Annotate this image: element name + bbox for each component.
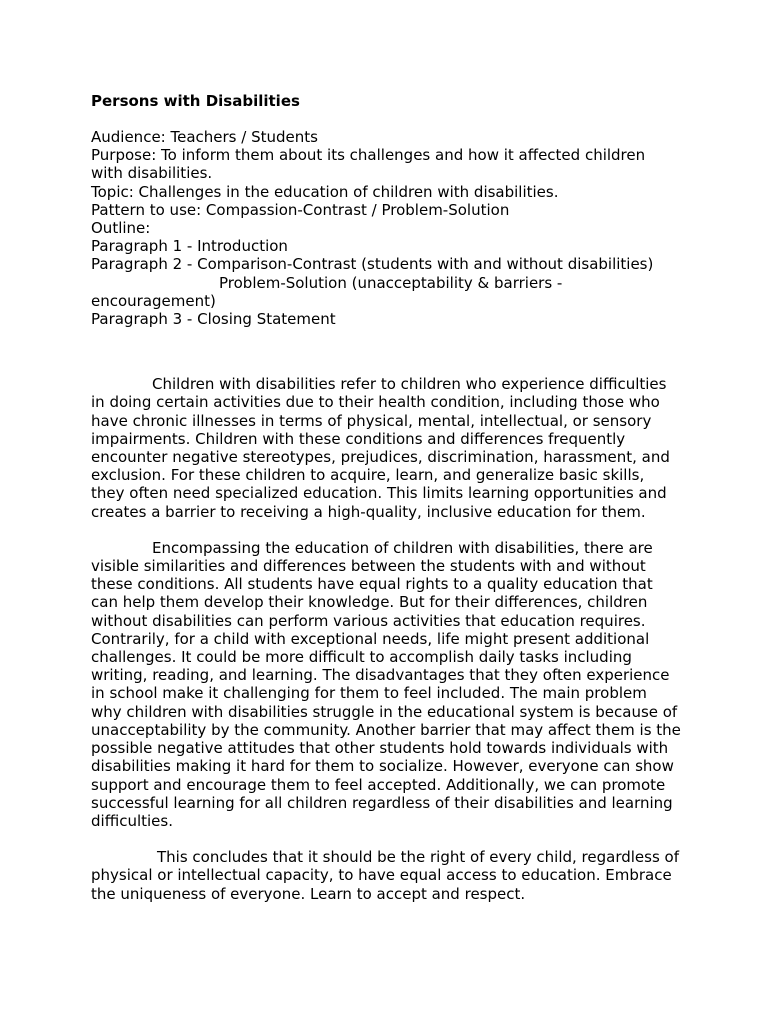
essay-paragraph-3: This concludes that it should be the right of every child, regardless of physical or intellectual capacity, to have equal access to education. Embrace the uniqueness of everyone. Learn to accept and respect.	[91, 848, 680, 903]
document-body	[91, 91, 681, 921]
essay-paragraph-2: Encompassing the education of children with disabilities, there are visible similarities and differences between the students with and without these conditions. All students have equal rights to a quality education that can help them develop their knowledge. But for their differences, children without disabilities can perform various activities that education requires. Contrarily, for a child with exceptional needs, life might present additional challenges. It could be more difficult to accomplish daily tasks including writing, reading, and learning. The disadvantages that they often experience in school make it challenging for them to feel included. The main problem why children with disabilities struggle in the educational system is because of unacceptability by the community. Another barrier that may affect them is the possible negative attitudes that other students hold towards individuals with disabilities making it hard for them to socialize. However, everyone can show support and encourage them to feel accepted. Additionally, we can promote successful learning for all children regardless of their disabilities and learning difficulties.	[91, 538, 681, 830]
meta-outline-heading: Outline:	[91, 219, 151, 238]
outline-paragraph-1: Paragraph 1 - Introduction	[91, 237, 288, 256]
document-meta	[91, 128, 681, 328]
outline-paragraph-2-sub-cont: encouragement)	[91, 291, 216, 310]
outline-paragraph-2: Paragraph 2 - Comparison-Contrast (students with and without disabilities)	[91, 255, 654, 274]
outline-paragraph-2-sub: Problem-Solution (unacceptability & barriers -	[219, 273, 563, 292]
document-title: Persons with Disabilities	[91, 92, 300, 110]
meta-topic: Topic: Challenges in the education of children with disabilities.	[91, 182, 559, 201]
meta-audience: Audience: Teachers / Students	[91, 128, 318, 146]
outline-paragraph-3: Paragraph 3 - Closing Statement	[91, 310, 336, 329]
meta-pattern: Pattern to use: Compassion-Contrast / Problem-Solution	[91, 200, 510, 219]
essay	[91, 375, 681, 902]
essay-paragraph-1: Children with disabilities refer to children who experience difficulties in doing certain activities due to their health condition, including those who have chronic illnesses in terms of physical, mental, intellectual, or sensory impairments. Children with these conditions and differences frequently encounter negative stereotypes, prejudices, discrimination, harassment, and exclusion. For these children to acquire, learn, and generalize basic skills, they often need specialized education. This limits learning opportunities and creates a barrier to receiving a high-quality, inclusive education for them.	[91, 375, 670, 521]
meta-purpose: Purpose: To inform them about its challenges and how it affected children with disabilities.	[91, 146, 646, 183]
